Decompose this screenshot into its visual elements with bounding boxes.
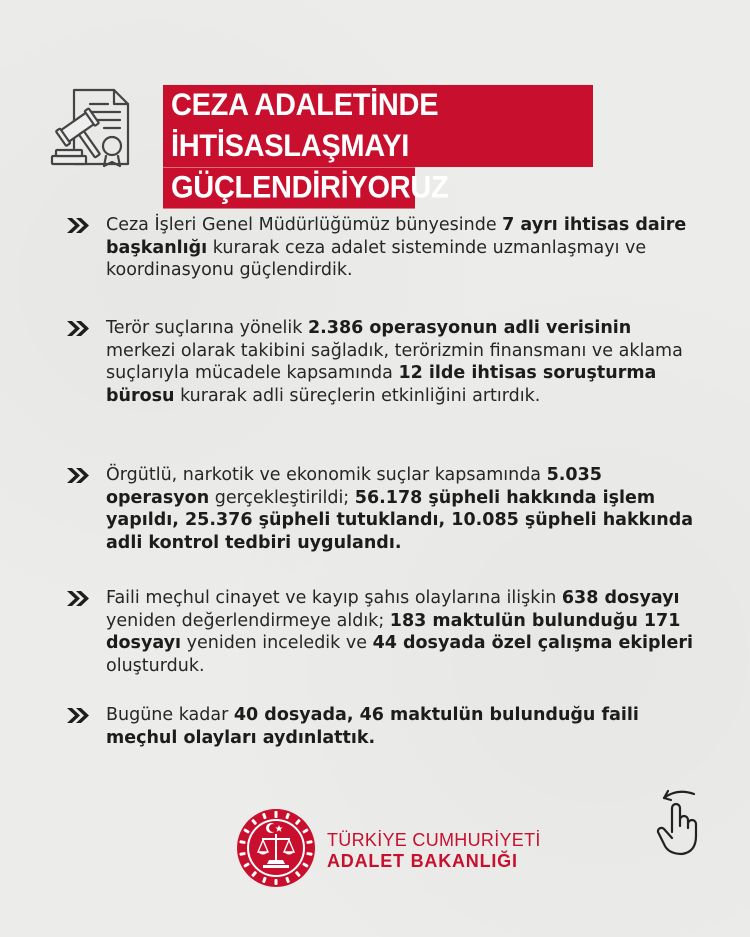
chevron-double-right-icon xyxy=(66,590,90,607)
bullet-item xyxy=(66,587,706,677)
bullet-text xyxy=(106,587,706,677)
bullet-bold-text: 12 ilde ihtisas soruşturma bürosu xyxy=(106,363,657,406)
bullet-text-segment: oluşturduk. xyxy=(106,655,205,676)
bullet-text xyxy=(106,464,706,554)
swipe-hand-icon[interactable] xyxy=(650,786,704,858)
bullet-item xyxy=(66,317,706,407)
ministry-emblem-icon xyxy=(236,808,316,888)
title-block xyxy=(163,88,593,212)
bullet-text-segment: Örgütlü, narkotik ve ekonomik suçlar kapsamında xyxy=(106,465,547,485)
bullet-bold-text: 183 maktulün bulunduğu 171 dosyayı xyxy=(106,610,681,654)
bullet-bold-text: 7 ayrı ihtisas daire başkanlığı xyxy=(106,215,687,258)
bullet-text-segment: Faili meçhul cinayet ve kayıp şahıs olaylarına ilişkin xyxy=(106,588,562,608)
bullet-text xyxy=(106,214,706,282)
bullet-text xyxy=(106,317,706,407)
bullet-text xyxy=(106,704,706,749)
bullet-text-segment: Ceza İşleri Genel Müdürlüğümüz bünyesinde xyxy=(106,215,503,235)
chevron-double-right-icon xyxy=(66,217,90,234)
bullet-bold-text: 2.386 operasyonun adli verisinin xyxy=(307,318,632,338)
bullet-item xyxy=(66,464,706,554)
bullet-bold-text: 56.178 şüpheli hakkında işlem yapıldı, 25.376 şüpheli tutuklandı, 10.085 şüpheli hakkında adli kontrol tedbiri uygulandı. xyxy=(106,487,694,553)
chevron-double-right-icon xyxy=(66,707,90,724)
bullet-item xyxy=(66,704,706,749)
bullet-bold-text: 44 dosyada özel çalışma ekipleri xyxy=(372,633,694,654)
bullet-bold-text: 40 dosyada, 46 maktulün bulunduğu faili meçhul olayları aydınlattık. xyxy=(106,705,639,748)
bullet-text-segment: Terör suçlarına yönelik xyxy=(106,318,308,338)
bullet-bold-text: 5.035 operasyon xyxy=(106,465,602,508)
chevron-double-right-icon xyxy=(66,320,90,337)
bullet-text-segment: yeniden inceledik ve xyxy=(181,633,373,654)
bullet-text-segment: merkezi olarak takibini sağladık, terörizmin finansmanı ve aklama suçlarıyla mücadele kapsamında xyxy=(106,340,683,384)
bullet-text-segment: kurarak ceza adalet sisteminde uzmanlaşmayı ve koordinasyonu güçlendirdik. xyxy=(106,237,647,281)
bullet-bold-text: 638 dosyayı xyxy=(561,588,680,608)
gavel-document-icon xyxy=(48,84,140,172)
bullet-text-segment: yeniden değerlendirmeye aldık; xyxy=(106,610,390,631)
page-title-line-2: GÜÇLENDİRİYORUZ xyxy=(163,167,415,208)
ministry-line-2: ADALET BAKANLIĞI xyxy=(327,851,518,871)
bullet-text-segment: kurarak adli süreçlerin etkinliğini artırdık. xyxy=(174,385,541,406)
bullet-item xyxy=(66,214,706,282)
bullet-text-segment: Bugüne kadar xyxy=(106,705,234,725)
chevron-double-right-icon xyxy=(66,467,90,484)
ministry-name xyxy=(327,830,541,872)
ministry-line-1: TÜRKİYE CUMHURİYETİ xyxy=(327,830,541,850)
bullet-text-segment: gerçekleştirildi; xyxy=(209,487,355,508)
page-title-line-1: CEZA ADALETİNDE İHTİSASLAŞMAYI xyxy=(163,85,593,167)
